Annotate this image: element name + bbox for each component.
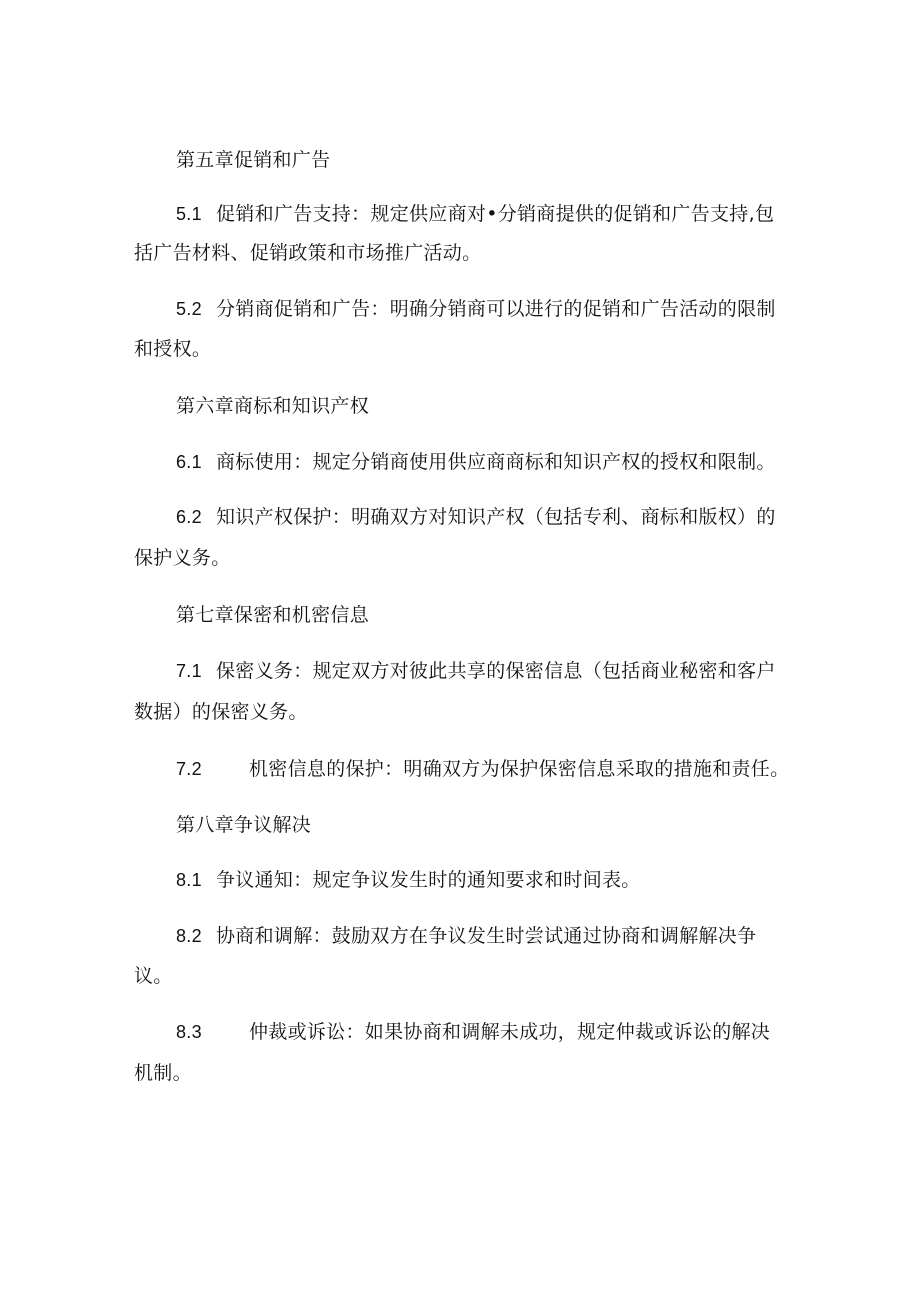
clause-text: 知识产权保护：明确双方对知识产权（包括专利、商标和版权）的 [216,506,776,528]
clause-line [176,202,774,226]
chapter-heading: 第七章保密和机密信息 [176,604,370,626]
clause-line [176,924,756,948]
clause-continuation: 机制。 [134,1062,192,1084]
clause-text: 仲裁或诉讼：如果协商和调解未成功，规定仲裁或诉讼的解决 [249,1021,771,1043]
clause-continuation: 保护义务。 [134,547,231,569]
clause-number: 7.1 [176,661,202,681]
chapter-heading: 第六章商标和知识产权 [176,395,370,417]
clause-number: 7.2 [176,759,202,779]
clause-text: 商标使用：规定分销商使用供应商商标和知识产权的授权和限制。 [216,451,776,473]
clause-line [176,757,789,781]
clause-number: 8.3 [176,1022,202,1042]
clause-text: 分销商促销和广告：明确分销商可以进行的促销和广告活动的限制 [216,298,776,320]
clause-text: 协商和调解：鼓励双方在争议发生时尝试通过协商和调解解决争 [216,925,757,947]
clause-number: 5.2 [176,299,202,319]
clause-number: 6.1 [176,452,202,472]
clause-number: 5.1 [176,204,202,224]
chapter-heading: 第五章促销和广告 [176,149,331,171]
clause-line [176,659,776,683]
clause-continuation: 括广告材料、促销政策和市场推广活动。 [134,242,482,264]
clause-number: 6.2 [176,507,202,527]
clause-continuation: 和授权。 [134,338,212,360]
clause-line [176,505,776,529]
clause-continuation: 数据）的保密义务。 [134,701,308,723]
chapter-heading: 第八章争议解决 [176,814,312,836]
clause-line [176,450,776,474]
clause-line [176,1020,770,1044]
clause-text: 机密信息的保护：明确双方为保护保密信息采取的措施和责任。 [249,758,790,780]
clause-line [176,868,641,892]
clause-number: 8.2 [176,926,202,946]
clause-number: 8.1 [176,870,202,890]
clause-continuation: 议。 [134,965,173,987]
clause-text: 争议通知：规定争议发生时的通知要求和时间表。 [216,869,641,891]
clause-text: 促销和广告支持：规定供应商对•分销商提供的促销和广告支持,包 [216,203,775,225]
clause-text: 保密义务：规定双方对彼此共享的保密信息（包括商业秘密和客户 [216,660,776,682]
clause-line [176,297,776,321]
